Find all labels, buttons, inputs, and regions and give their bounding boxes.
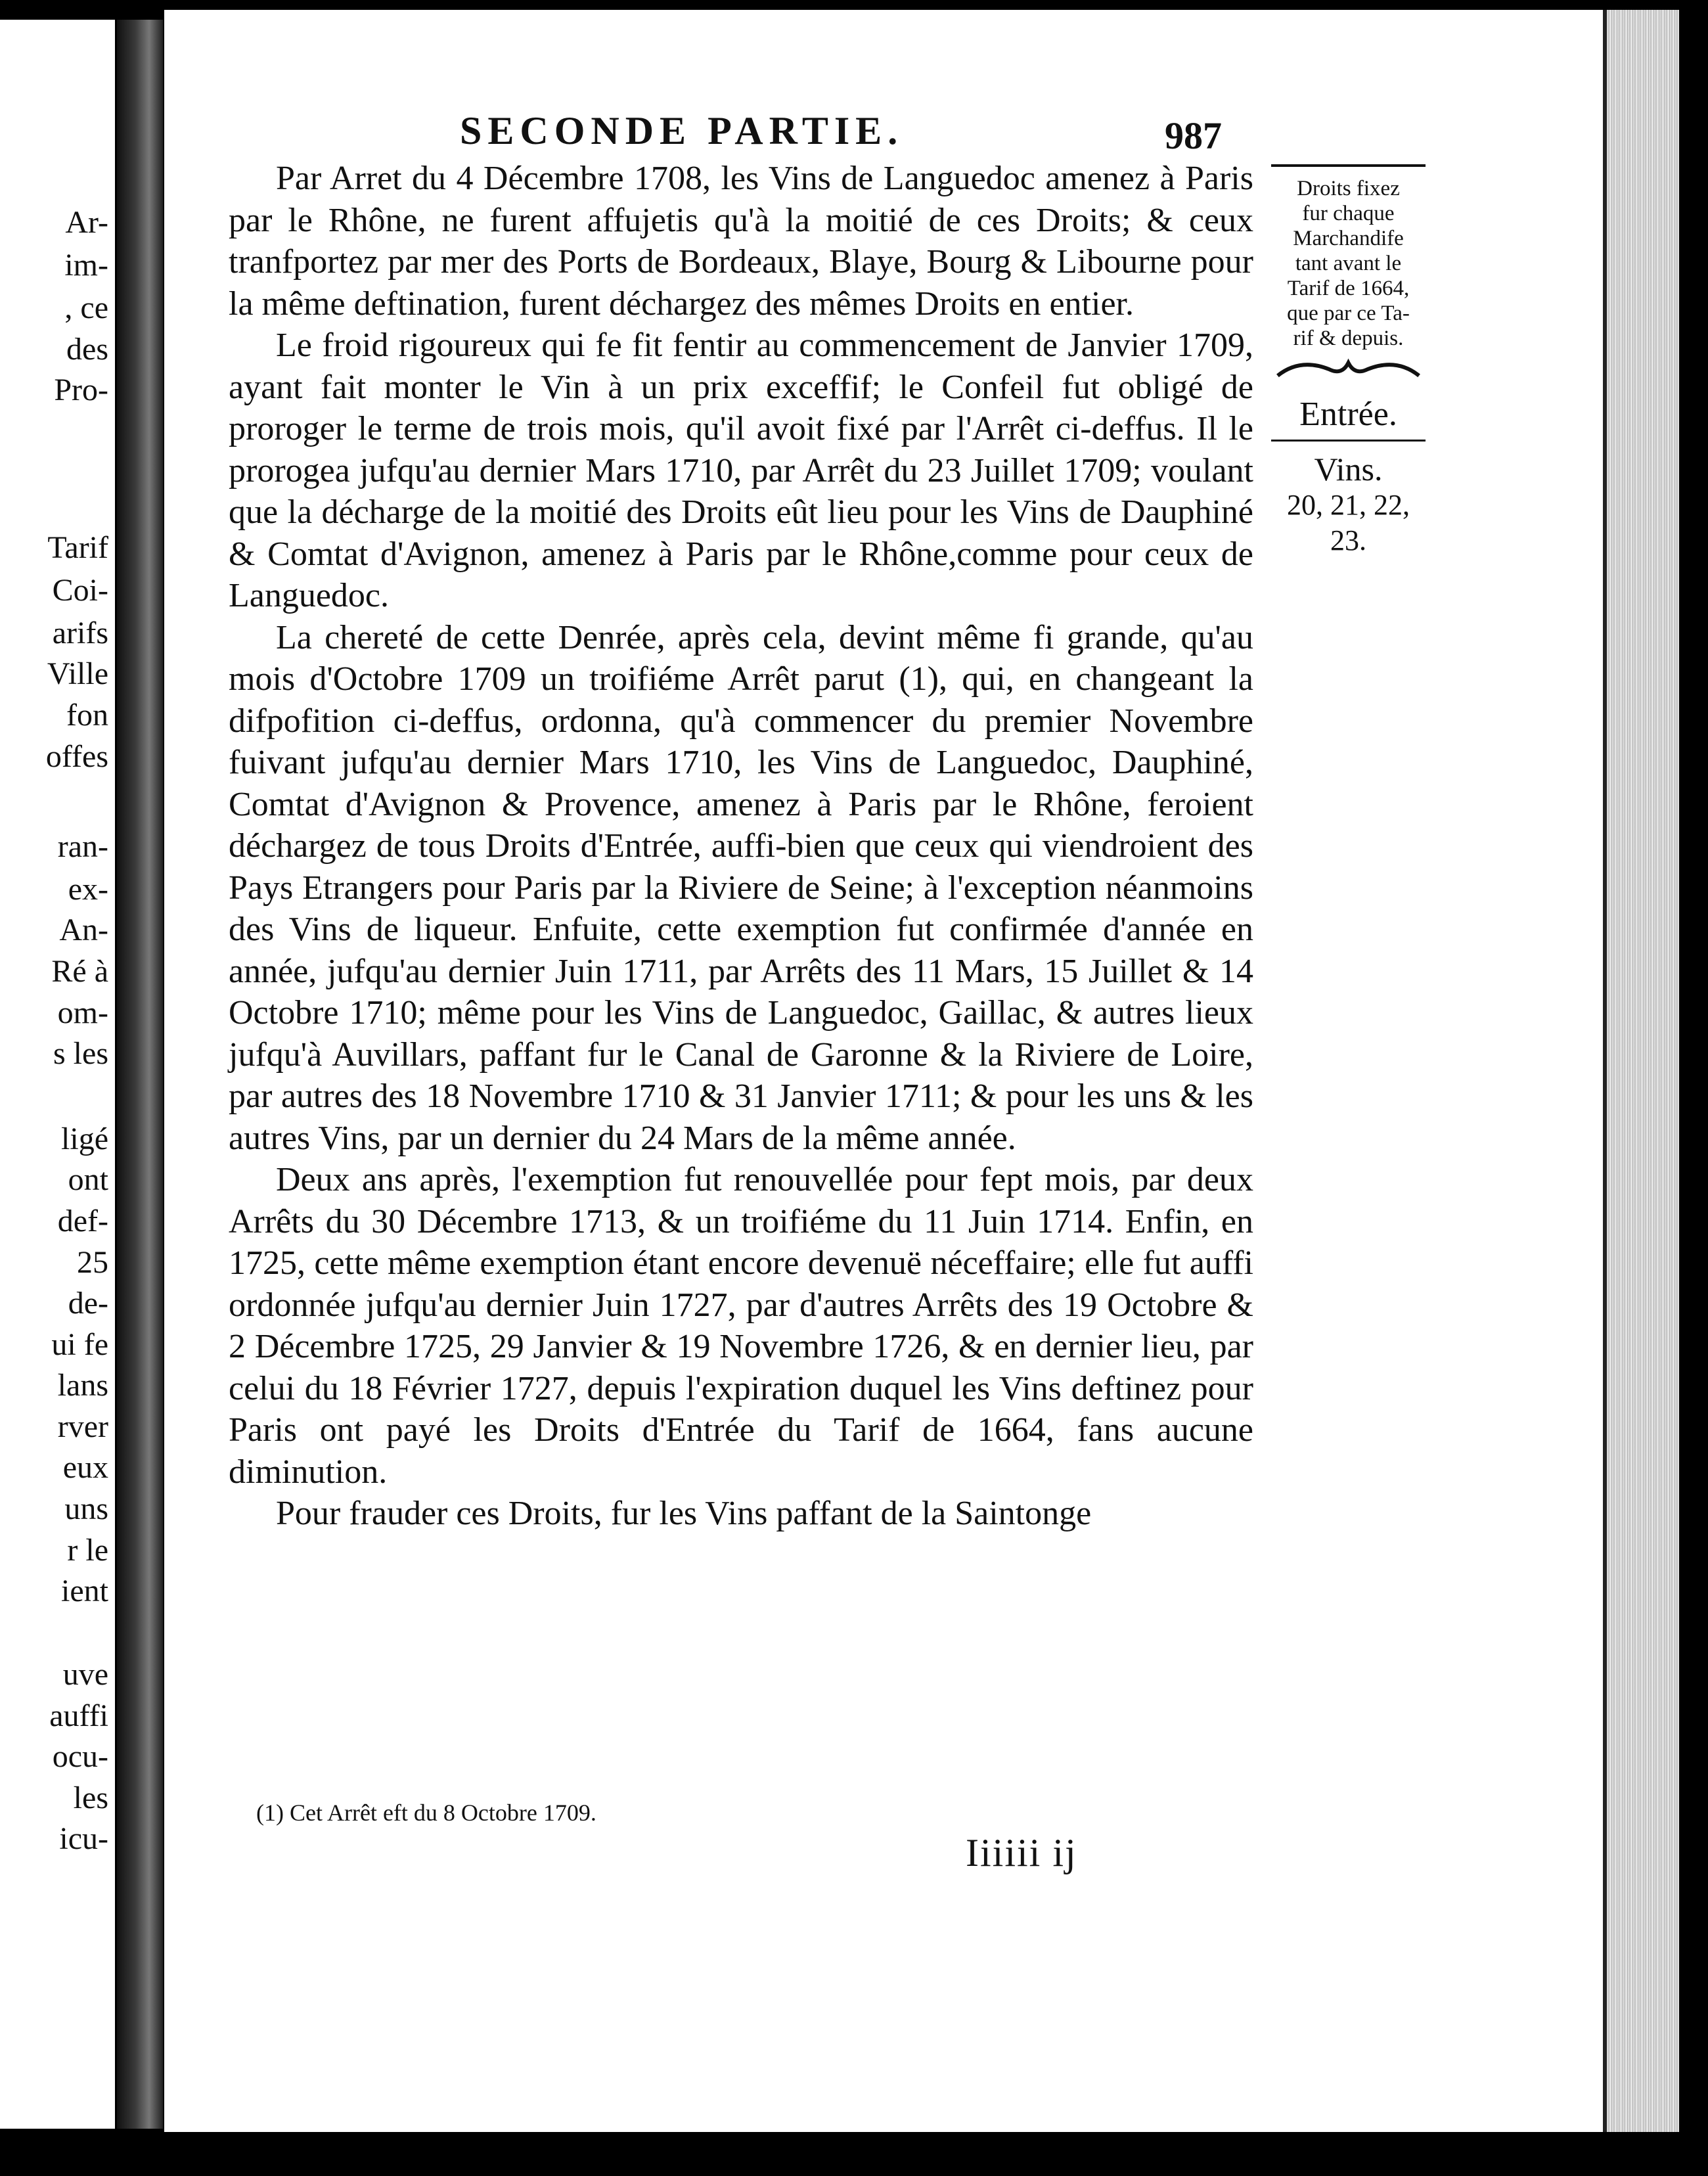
paragraph: Pour frauder ces Droits, fur les Vins paffant de la Saintonge (276, 1495, 1092, 1532)
left-fragment: ui fe (51, 1327, 108, 1362)
left-fragment: icu- (59, 1821, 108, 1856)
left-fragment: ran- (57, 829, 108, 864)
left-fragment: auffi (49, 1698, 108, 1733)
left-fragment: rver (57, 1409, 108, 1444)
footnote: (1) Cet Arrêt eft du 8 Octobre 1709. (256, 1800, 596, 1826)
left-fragment: lans (57, 1368, 108, 1403)
left-page-fragment (0, 20, 115, 2129)
left-fragment: om- (57, 995, 108, 1030)
left-fragment: ocu- (52, 1739, 108, 1774)
left-fragment: ient (61, 1574, 108, 1608)
page-header (460, 108, 1222, 157)
brace-ornament (1274, 356, 1422, 382)
left-fragment: 25 (77, 1245, 108, 1280)
left-fragment: fon (66, 698, 108, 733)
margin-refs: 20, 21, 22, (1287, 489, 1410, 521)
page-edge (1603, 10, 1679, 2132)
left-fragment: Tarif (47, 530, 108, 565)
signature-mark: Iiiiii ij (966, 1831, 1077, 1874)
left-fragment: s les (53, 1036, 108, 1071)
left-fragment: Ar- (65, 205, 108, 240)
book-gutter (117, 20, 163, 2129)
margin-heading: Entrée. (1299, 396, 1397, 433)
body-text (229, 158, 1253, 1535)
paragraph: Le froid rigoureux qui fe fit fentir au commencement de Janvier 1709, ayant fait monter le Vin à un prix exceffif; le Confeil fut obligé de proroger le terme de trois mois, qu'il avoit fixé par l'Arrêt ci-deffus. Il le prorogea jufqu'au dernier Mars 1710, par Arrêt du 23 Juillet 1709; voulant que la décharge de la moitié des Droits eût lieu pour les Vins de Dauphiné & Comtat d'Avignon, amenez à Paris par le Rhône,comme pour ceux de Languedoc. (229, 327, 1253, 614)
left-fragment: r le (67, 1533, 108, 1568)
left-fragment: les (73, 1780, 108, 1815)
margin-note (1265, 164, 1432, 558)
left-fragment: , ce (64, 290, 108, 325)
left-fragment: des (66, 332, 108, 367)
margin-rule-top (1271, 164, 1426, 167)
left-fragment: ex- (68, 872, 108, 907)
left-fragment: An- (59, 913, 108, 947)
margin-note-line: rif & depuis. (1293, 327, 1404, 350)
left-fragment: de- (68, 1286, 108, 1321)
paragraph: La chereté de cette Denrée, après cela, devint même fi grande, qu'au mois d'Octobre 1709 un troifiéme Arrêt parut (1), qui, en changeant la difpofition ci-deffus, ordonna, qu'à commencer du premier Novembre fuivant jufqu'au dernier Mars 1710, les Vins de Languedoc, Dauphiné, Comtat d'Avignon & Provence, amenez à Paris par le Rhône, feroient déchargez de tous Droits d'Entrée, auffi-bien que ceux qui viendroient des Pays Etrangers pour Paris par la Riviere de Seine; à l'exception néanmoins des Vins de liqueur. Enfuite, cette exemption fut confirmée d'année en année, jufqu'au dernier Juin 1711, par Arrêts des 11 Mars, 15 Juillet & 14 Octobre 1710; même pour les Vins de Languedoc, Gaillac, & autres lieux jufqu'à Auvillars, paffant fur le Canal de Garonne & la Riviere de Loire, par autres des 18 Novembre 1710 & 31 Janvier 1711; & pour les uns & les autres Vins, par un dernier du 24 Mars de la même année. (229, 618, 1253, 1157)
margin-rule-bottom (1271, 440, 1426, 442)
margin-note-line: Marchandife (1293, 227, 1404, 250)
margin-note-line: fur chaque (1302, 202, 1395, 225)
paragraph: Par Arret du 4 Décembre 1708, les Vins de Languedoc amenez à Paris par le Rhône, ne furent affujetis qu'à la moitié de ces Droits; & ceux tranfportez par mer des Ports de Bordeaux, Blaye, Bourg & Libourne pour la même deftination, furent déchargez des mêmes Droits en entier. (229, 160, 1253, 323)
left-fragment: Ville (47, 656, 108, 691)
left-fragment: eux (62, 1450, 108, 1485)
left-fragment: Ré à (51, 954, 108, 989)
paragraph: Deux ans après, l'exemption fut renouvellée pour fept mois, par deux Arrêts du 30 Décembre 1713, & un troifiéme du 11 Juin 1714. Enfin, en 1725, cette même exemption étant encore devenuë néceffaire; elle fut auffi ordonnée jufqu'au dernier Juin 1727, par d'autres Arrêts des 19 Octobre & 2 Décembre 1725, 29 Janvier & 19 Novembre 1726, & en dernier lieu, par celui du 18 Février 1727, depuis l'expiration duquel les Vins deftinez pour Paris ont payé les Droits d'Entrée du Tarif de 1664, fans aucune diminution. (229, 1161, 1253, 1491)
left-fragment: uve (62, 1657, 108, 1692)
page-number: 987 (1165, 114, 1222, 157)
left-fragment: arifs (52, 616, 108, 650)
margin-note-line: Droits fixez (1297, 177, 1400, 200)
margin-refs: 23. (1330, 524, 1366, 556)
left-fragment: uns (64, 1491, 108, 1526)
left-fragment: Pro- (54, 373, 108, 407)
left-fragment: ont (68, 1162, 108, 1197)
running-head: SECONDE PARTIE. (460, 109, 904, 152)
margin-note-line: que par ce Ta- (1287, 302, 1410, 325)
left-fragment: Coi- (52, 573, 108, 608)
left-fragment: offes (45, 739, 108, 774)
left-fragment: ligé (61, 1122, 108, 1156)
margin-note-line: tant avant le (1295, 252, 1402, 275)
margin-vins-label: Vins. (1314, 451, 1383, 487)
margin-note-line: Tarif de 1664, (1287, 277, 1410, 300)
left-fragment: def- (57, 1204, 108, 1238)
left-fragment: im- (64, 248, 108, 283)
